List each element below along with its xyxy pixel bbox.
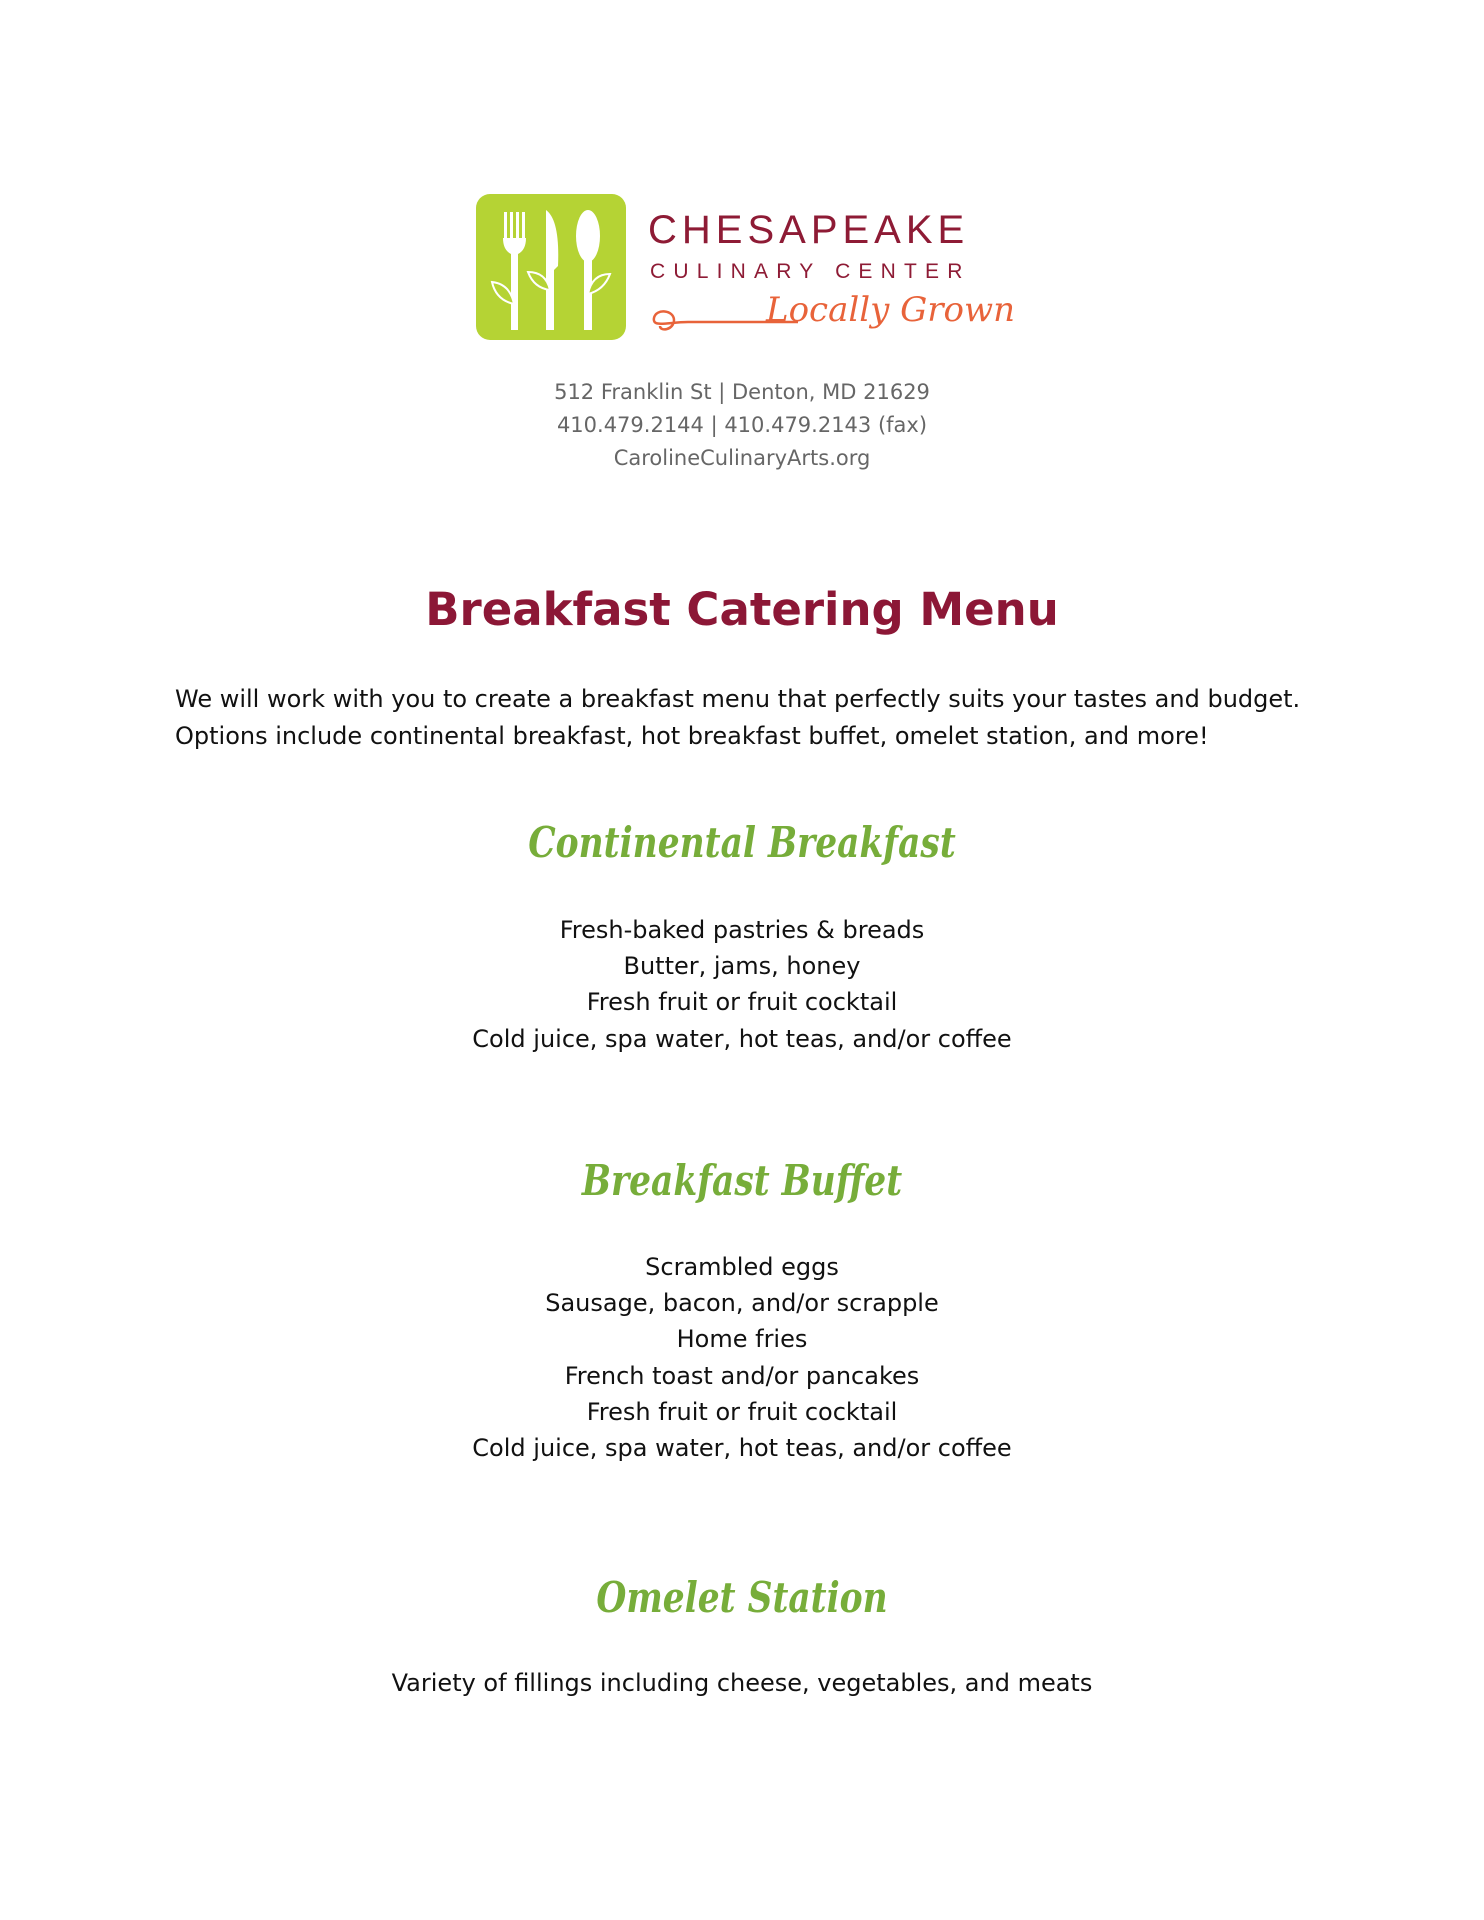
list-item: Home fries	[676, 1325, 808, 1354]
list-item: Scrambled eggs	[645, 1253, 839, 1281]
address-website: CarolineCulinaryArts.org	[613, 446, 871, 470]
list-item: Fresh-baked pastries & breads	[559, 916, 925, 944]
logo-tagline: Locally Grown	[766, 290, 1016, 330]
list-item: Fresh fruit or fruit cocktail	[586, 988, 898, 1017]
list-item: Sausage, bacon, and/or scrapple	[545, 1289, 939, 1318]
fork-knife-spoon-icon	[476, 194, 626, 340]
address-phone: 410.479.2144 | 410.479.2143 (fax)	[556, 413, 928, 437]
section-heading-continental: Continental Breakfast	[528, 818, 956, 867]
intro-text	[175, 681, 1355, 755]
section-list-buffet	[0, 1249, 1484, 1466]
address-street: 512 Franklin St | Denton, MD 21629	[554, 380, 930, 404]
section-list-continental	[0, 912, 1484, 1057]
logo-subname: CULINARY CENTER	[650, 260, 971, 283]
list-item: Variety of fillings including cheese, vegetables, and meats	[391, 1669, 1093, 1697]
logo	[476, 194, 1016, 344]
intro-line-1: We will work with you to create a breakfast menu that perfectly suits your tastes and budget.	[175, 685, 1301, 713]
list-item: Fresh fruit or fruit cocktail	[586, 1397, 898, 1426]
page-title: Breakfast Catering Menu	[425, 583, 1059, 636]
list-item: Cold juice, spa water, hot teas, and/or coffee	[472, 1434, 1012, 1463]
list-item: Cold juice, spa water, hot teas, and/or coffee	[472, 1024, 1012, 1053]
address-block	[0, 376, 1484, 475]
section-heading-omelet: Omelet Station	[596, 1573, 888, 1622]
logo-name: CHESAPEAKE	[648, 208, 970, 252]
section-heading-buffet: Breakfast Buffet	[581, 1156, 903, 1205]
section-list-omelet	[0, 1665, 1484, 1701]
intro-line-2: Options include continental breakfast, hot breakfast buffet, omelet station, and more!	[175, 722, 1209, 750]
list-item: Butter, jams, honey	[623, 952, 861, 981]
logo-tagline-group	[648, 290, 1016, 340]
list-item: French toast and/or pancakes	[564, 1361, 920, 1390]
